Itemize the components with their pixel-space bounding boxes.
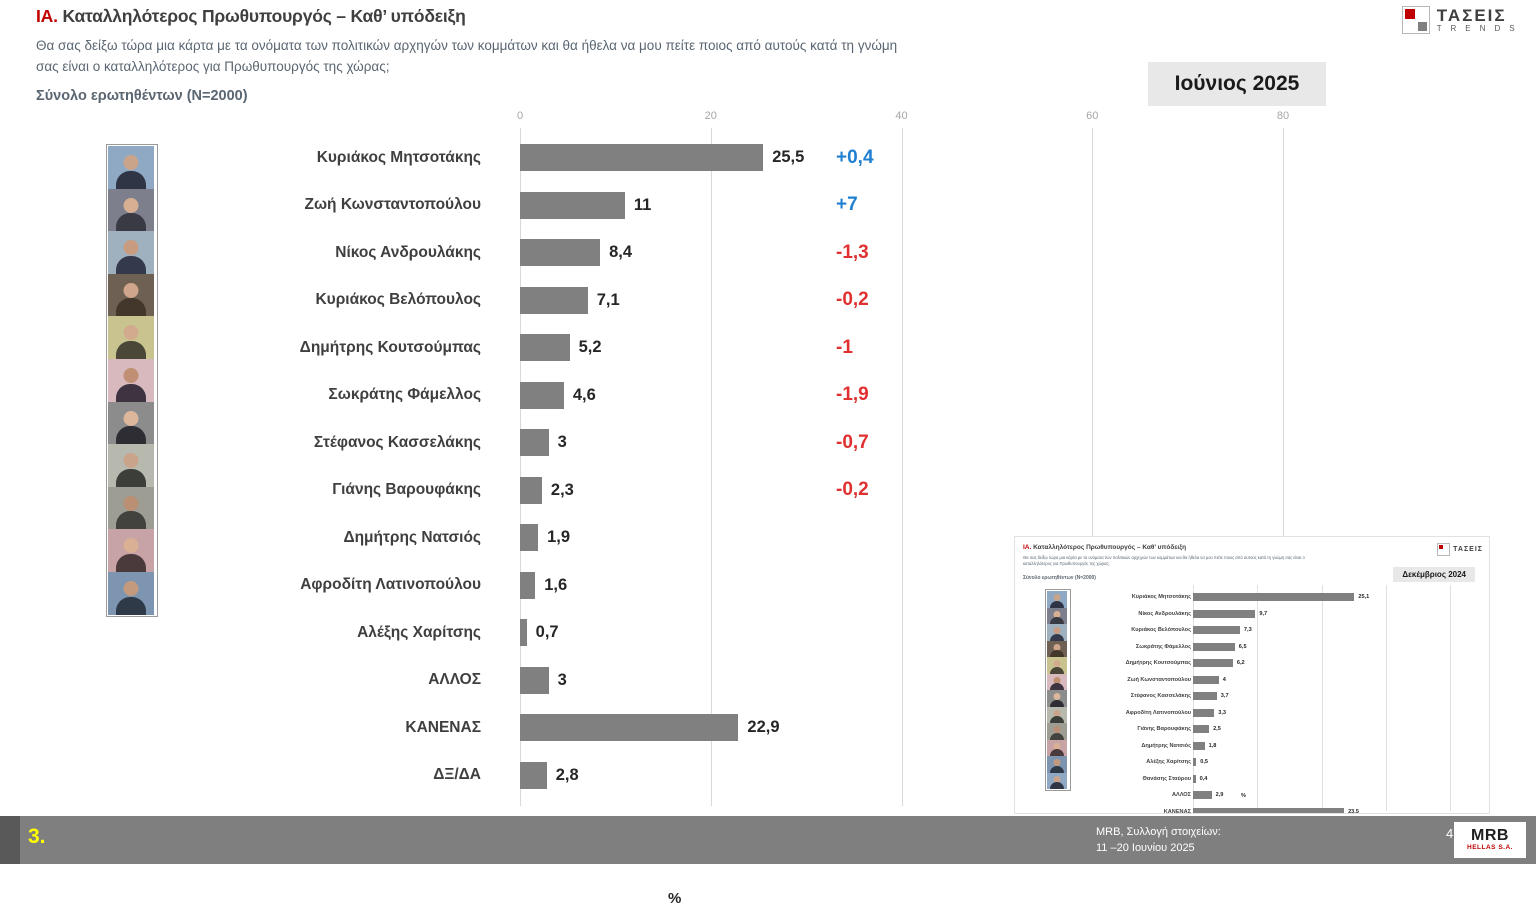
bar-value-label: 11 xyxy=(633,195,652,214)
x-axis-tick: 60 xyxy=(1086,110,1099,122)
bar-value-label: 25,5 xyxy=(772,148,805,167)
bar-row xyxy=(0,324,1536,372)
bar-value-label: 1,6 xyxy=(544,575,568,594)
bar xyxy=(520,524,538,551)
page-number: 4 xyxy=(1446,826,1454,841)
source-line-1: MRB, Συλλογή στοιχείων: xyxy=(1096,826,1221,838)
inset-bar-row xyxy=(1015,738,1489,755)
bar xyxy=(520,714,738,741)
bar-row-label: ΚΑΝΕΝΑΣ xyxy=(405,718,481,736)
bar xyxy=(520,477,542,504)
inset-date-badge: Δεκέμβριος 2024 xyxy=(1393,567,1475,582)
bar-row-label: Αφροδίτη Λατινοπούλου xyxy=(300,576,481,594)
inset-bar-row xyxy=(1015,754,1489,771)
brand-tagline: T R E N D S xyxy=(1436,23,1518,33)
bar-value-label: 8,4 xyxy=(609,243,633,262)
inset-bar xyxy=(1193,775,1196,783)
bar-value-label: 1,9 xyxy=(547,528,571,547)
bar-row-label: Δημήτρης Κουτσούμπας xyxy=(299,338,481,356)
section-number: 3. xyxy=(28,825,46,848)
inset-bar-row-label: Αλέξης Χαρίτσης xyxy=(1146,759,1191,766)
bar xyxy=(520,667,549,694)
delta-value: -1,3 xyxy=(836,241,869,263)
inset-bar-rows xyxy=(1015,589,1489,814)
inset-bar-row-label: Δημήτρης Κουτσούμπας xyxy=(1125,660,1191,667)
inset-bar xyxy=(1193,808,1344,814)
inset-bar-row-label: ΑΛΛΟΣ xyxy=(1171,792,1191,799)
inset-bar-row-label: Σωκράτης Φάμελλος xyxy=(1135,643,1191,650)
bar-row-label: Αλέξης Χαρίτσης xyxy=(357,623,481,641)
bar-row-label: Ζωή Κωνσταντοπούλου xyxy=(304,196,481,214)
inset-question-text: Θα σας δείξω τώρα μια κάρτα με τα ονόματα των πολιτικών αρχηγών των κομμάτων και θα ήθελα να μου πείτε ποιος από αυτούς κατά τη γνώμη σας είναι ο καταλληλότερος για Πρωθυπουργός της χώρας; xyxy=(1023,555,1305,566)
inset-bar xyxy=(1193,692,1217,700)
bar-value-label: 3 xyxy=(557,433,567,452)
bar-row-label: ΑΛΛΟΣ xyxy=(428,671,481,689)
inset-bar xyxy=(1193,626,1240,634)
bar-row xyxy=(0,229,1536,277)
inset-bar-value-label: 7,3 xyxy=(1243,627,1252,634)
title-text: Καταλληλότερος Πρωθυπουργός – Καθ’ υπόδειξη xyxy=(62,6,466,26)
inset-bar-row xyxy=(1015,771,1489,788)
inset-bar-value-label: 0,5 xyxy=(1200,759,1208,766)
bar-row xyxy=(0,134,1536,182)
bar-row-label: Νίκος Ανδρουλάκης xyxy=(335,243,481,261)
bar-value-label: 0,7 xyxy=(535,623,559,642)
inset-bar xyxy=(1193,742,1205,750)
inset-brand-logo xyxy=(1437,543,1483,556)
bar-row xyxy=(0,277,1536,325)
inset-bar-row-label: Κυριάκος Μητσοτάκης xyxy=(1131,594,1191,601)
inset-percent-unit-label: % xyxy=(1241,793,1246,799)
source-line-2: 11 –20 Ιουνίου 2025 xyxy=(1096,841,1195,854)
bar-value-label: 4,6 xyxy=(572,385,596,404)
footer-accent-block xyxy=(0,816,20,864)
x-axis-tick: 80 xyxy=(1276,110,1290,122)
tasseis-logo-icon xyxy=(1402,6,1430,34)
inset-bar-row xyxy=(1015,589,1489,606)
inset-bar xyxy=(1193,709,1214,717)
mrb-logo-main: MRB xyxy=(1471,827,1509,845)
bar-row-label: Γιάνης Βαρουφάκης xyxy=(332,481,481,499)
bar-row-label: Δημήτρης Νατσιός xyxy=(343,528,481,546)
tasseis-logo-icon-small xyxy=(1437,543,1450,556)
delta-value: +0,4 xyxy=(836,146,874,168)
bar xyxy=(520,382,564,409)
bar-value-label: 7,1 xyxy=(596,290,620,309)
inset-bar-value-label: 25,1 xyxy=(1358,594,1370,601)
inset-bar xyxy=(1193,610,1255,618)
inset-bar-value-label: 3,3 xyxy=(1218,709,1226,716)
delta-value: -0,7 xyxy=(836,431,869,453)
bar-row-label: Κυριάκος Μητσοτάκης xyxy=(316,148,481,166)
inset-title-text: Καταλληλότερος Πρωθυπουργός – Καθ’ υπόδειξη xyxy=(1033,544,1187,551)
bar xyxy=(520,239,600,266)
inset-title-prefix: ΙΑ. xyxy=(1023,544,1032,551)
x-axis-tick: 20 xyxy=(704,110,717,122)
inset-bar xyxy=(1193,725,1209,733)
inset-title xyxy=(1023,544,1186,551)
inset-bar-row xyxy=(1015,721,1489,738)
x-axis-ticks xyxy=(0,110,1536,130)
x-axis-tick: 0 xyxy=(516,110,524,122)
bar xyxy=(520,192,625,219)
delta-value: -0,2 xyxy=(836,289,869,311)
inset-bar-row xyxy=(1015,639,1489,656)
inset-bar-row xyxy=(1015,705,1489,722)
source-note xyxy=(1096,825,1221,857)
delta-value: -0,2 xyxy=(836,479,869,501)
bar xyxy=(520,287,588,314)
inset-bar-row xyxy=(1015,606,1489,623)
inset-bar xyxy=(1193,643,1235,651)
inset-bar-row xyxy=(1015,804,1489,815)
inset-bar-row xyxy=(1015,622,1489,639)
bar-row-label: Στέφανος Κασσελάκης xyxy=(313,433,481,451)
inset-bar-value-label: 6,2 xyxy=(1236,660,1245,667)
bar xyxy=(520,619,527,646)
bar xyxy=(520,334,570,361)
inset-sample-label: Σύνολο ερωτηθέντων (Ν=2000) xyxy=(1023,575,1096,581)
inset-bar xyxy=(1193,791,1212,799)
bar-row-label: ΔΞ/ΔΑ xyxy=(433,766,481,784)
bar xyxy=(520,429,549,456)
bar-row xyxy=(0,467,1536,515)
inset-bar xyxy=(1193,758,1196,766)
slide-header xyxy=(36,6,936,104)
inset-bar-row-label: Γιάνης Βαρουφάκης xyxy=(1137,726,1191,733)
inset-bar-row-label: Δημήτρης Νατσιός xyxy=(1141,742,1191,749)
inset-bar-value-label: 9,7 xyxy=(1259,610,1268,617)
bar-value-label: 5,2 xyxy=(578,338,602,357)
inset-bar xyxy=(1193,659,1233,667)
inset-bar-value-label: 6,5 xyxy=(1238,643,1247,650)
inset-bar-value-label: 1,8 xyxy=(1208,742,1217,749)
inset-bar-row xyxy=(1015,787,1489,804)
inset-bar xyxy=(1193,593,1354,601)
delta-value: -1,9 xyxy=(836,384,869,406)
brand-name: ΤΑΣΕΙΣ xyxy=(1436,5,1507,25)
bar-value-label: 3 xyxy=(557,670,567,689)
bar xyxy=(520,144,763,171)
inset-bar-row-label: Αφροδίτη Λατινοπούλου xyxy=(1125,709,1191,716)
bar xyxy=(520,572,535,599)
sample-size-label: Σύνολο ερωτηθέντων (Ν=2000) xyxy=(36,87,248,104)
previous-wave-inset xyxy=(1014,536,1490,814)
inset-bar-value-label: 0,4 xyxy=(1199,775,1208,782)
bar-value-label: 2,3 xyxy=(550,480,574,499)
inset-brand-name: ΤΑΣΕΙΣ xyxy=(1453,546,1483,553)
mrb-logo-sub: HELLAS S.A. xyxy=(1467,844,1513,852)
title-prefix: ΙΑ. xyxy=(36,6,58,26)
page-title xyxy=(36,6,936,27)
delta-value: +7 xyxy=(836,194,858,216)
bar-row-label: Κυριάκος Βελόπουλος xyxy=(315,291,481,309)
bar-value-label: 2,8 xyxy=(555,765,579,784)
inset-bar-row-label: Θανάσης Σταύρου xyxy=(1142,775,1191,782)
x-axis-tick: 40 xyxy=(895,110,908,122)
date-badge: Ιούνιος 2025 xyxy=(1148,62,1326,106)
bar-value-label: 22,9 xyxy=(747,718,780,737)
inset-bar-row-label: Νίκος Ανδρουλάκης xyxy=(1138,610,1191,617)
brand-logo xyxy=(1402,6,1518,34)
brand-text xyxy=(1437,7,1518,33)
inset-bar-value-label: 2,5 xyxy=(1213,726,1221,733)
bar-row xyxy=(0,419,1536,467)
inset-bar-row-label: Κυριάκος Βελόπουλος xyxy=(1131,627,1191,634)
percent-unit-label: % xyxy=(668,890,682,907)
inset-bar-row xyxy=(1015,655,1489,672)
bar-row xyxy=(0,372,1536,420)
inset-bar-row xyxy=(1015,688,1489,705)
inset-bar-value-label: 2,9 xyxy=(1215,792,1224,799)
bar xyxy=(520,762,547,789)
inset-bar-row-label: ΚΑΝΕΝΑΣ xyxy=(1163,808,1191,814)
slide-footer xyxy=(0,816,1536,864)
inset-bar-value-label: 4 xyxy=(1222,676,1226,683)
inset-bar-row xyxy=(1015,672,1489,689)
mrb-logo xyxy=(1454,822,1526,858)
bar-row-label: Σωκράτης Φάμελλος xyxy=(328,386,481,404)
question-text: Θα σας δείξω τώρα μια κάρτα με τα ονόματα των πολιτικών αρχηγών των κομμάτων και θα ήθελα να μου πείτε ποιος από αυτούς κατά τη γνώμη σας είναι ο καταλληλότερος για Πρωθυπουργός της χώρας; xyxy=(36,38,898,74)
inset-bar-row-label: Ζωή Κωνσταντοπούλου xyxy=(1127,676,1191,683)
inset-bar-row-label: Στέφανος Κασσελάκης xyxy=(1130,693,1191,700)
delta-value: -1 xyxy=(836,336,853,358)
inset-bar xyxy=(1193,676,1219,684)
inset-bar-value-label: 3,7 xyxy=(1220,693,1229,700)
bar-row xyxy=(0,182,1536,230)
inset-bar-value-label: 23,5 xyxy=(1348,808,1359,814)
